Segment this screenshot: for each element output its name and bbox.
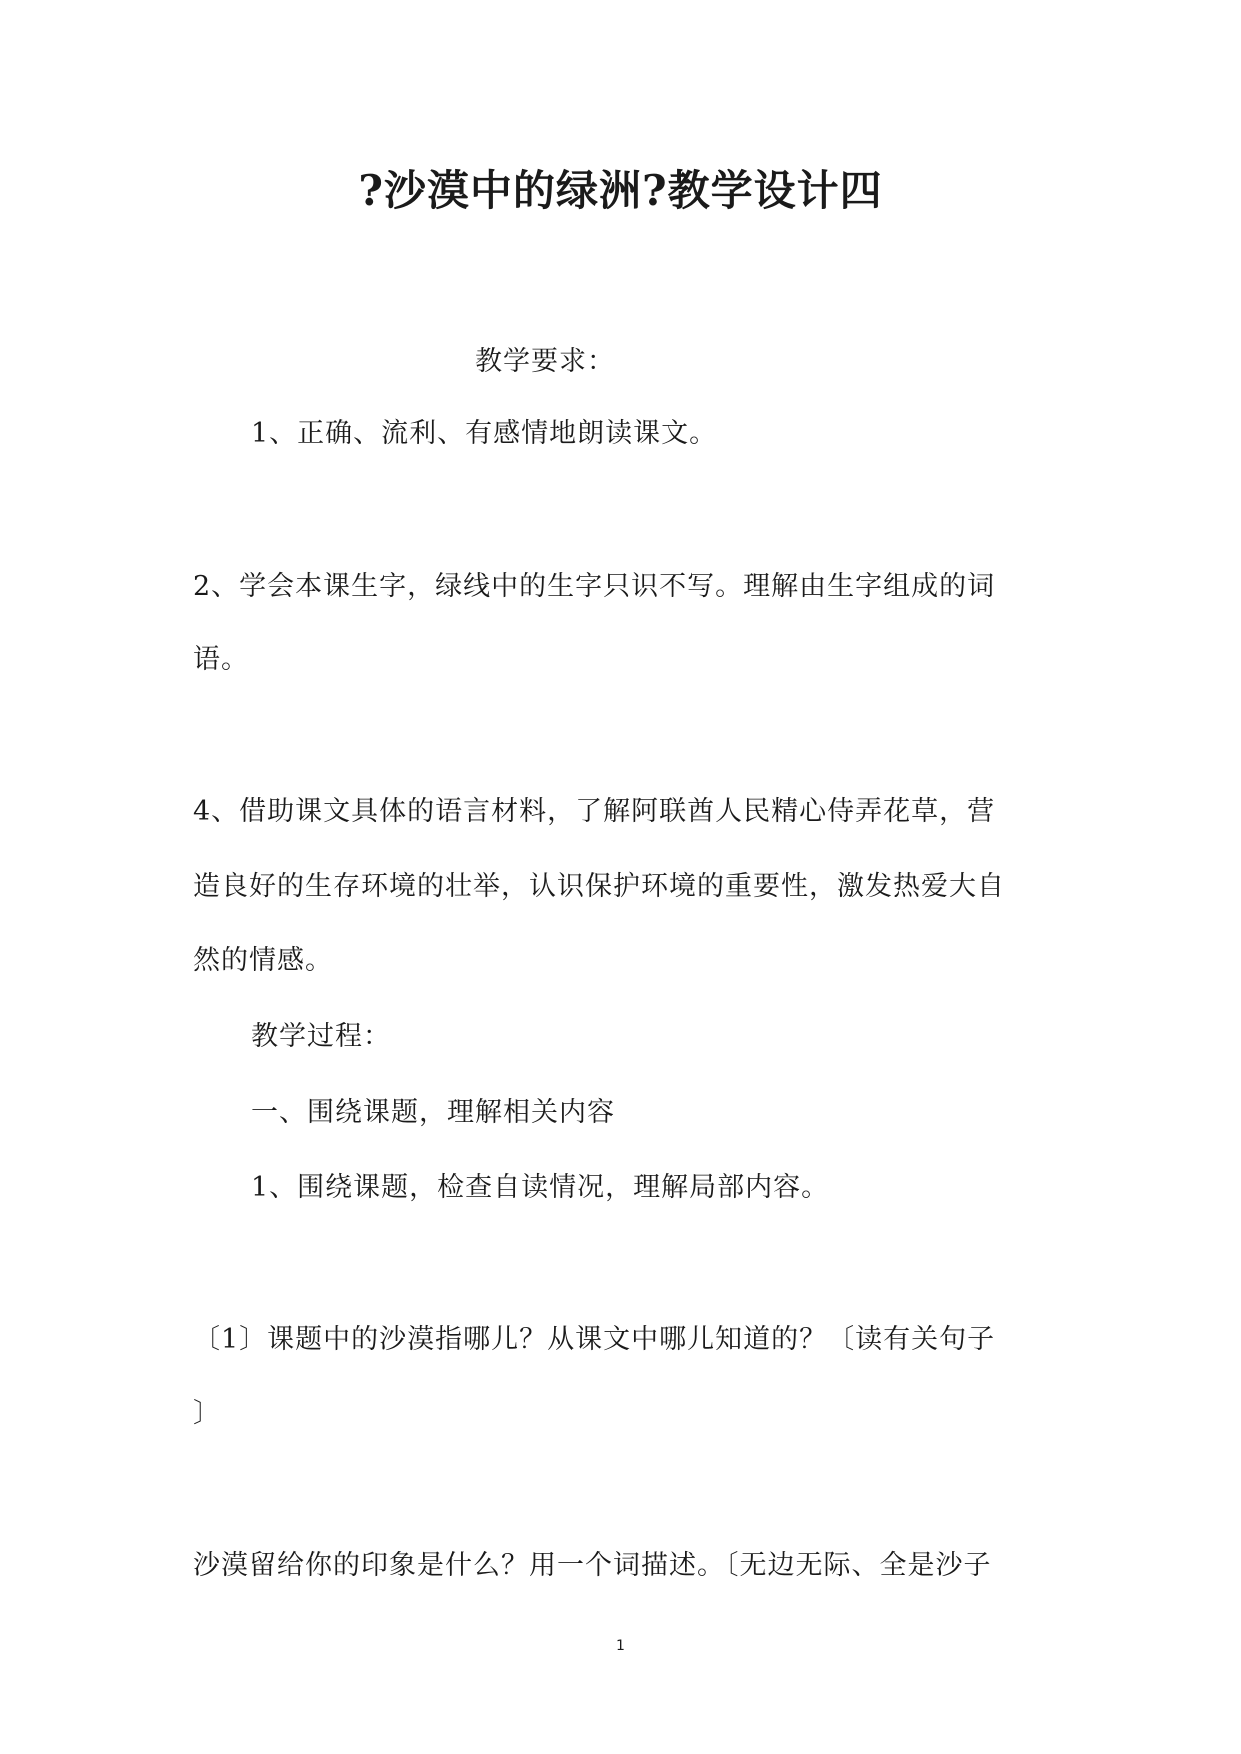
- paragraph-line: 沙漠留给你的印象是什么？用一个词描述。〔无边无际、全是沙子: [193, 1550, 992, 1581]
- paragraph-line: 1、正确、流利、有感情地朗读课文。: [251, 418, 718, 449]
- paragraph-line: 一、围绕课题，理解相关内容: [251, 1097, 615, 1128]
- paragraph-line: 语。: [193, 644, 249, 675]
- section-heading-process: 教学过程：: [251, 1021, 391, 1052]
- paragraph-line: 然的情感。: [193, 945, 333, 976]
- paragraph-line: 4、借助课文具体的语言材料，了解阿联酋人民精心侍弄花草，营: [193, 796, 996, 827]
- paragraph-line: 1、围绕课题，检查自读情况，理解局部内容。: [251, 1172, 830, 1203]
- paragraph-line: 2、学会本课生字，绿线中的生字只识不写。理解由生字组成的词: [193, 571, 996, 602]
- paragraph-line: 〔1〕课题中的沙漠指哪儿？从课文中哪儿知道的？〔读有关句子: [193, 1324, 996, 1355]
- paragraph-line: 造良好的生存环境的壮举，认识保护环境的重要性，激发热爱大自: [193, 871, 1005, 902]
- paragraph-line: 〕: [193, 1398, 221, 1429]
- document-title: ?沙漠中的绿洲?教学设计四: [358, 166, 883, 215]
- page-number: 1: [616, 1638, 625, 1654]
- section-heading-requirements: 教学要求：: [475, 346, 615, 377]
